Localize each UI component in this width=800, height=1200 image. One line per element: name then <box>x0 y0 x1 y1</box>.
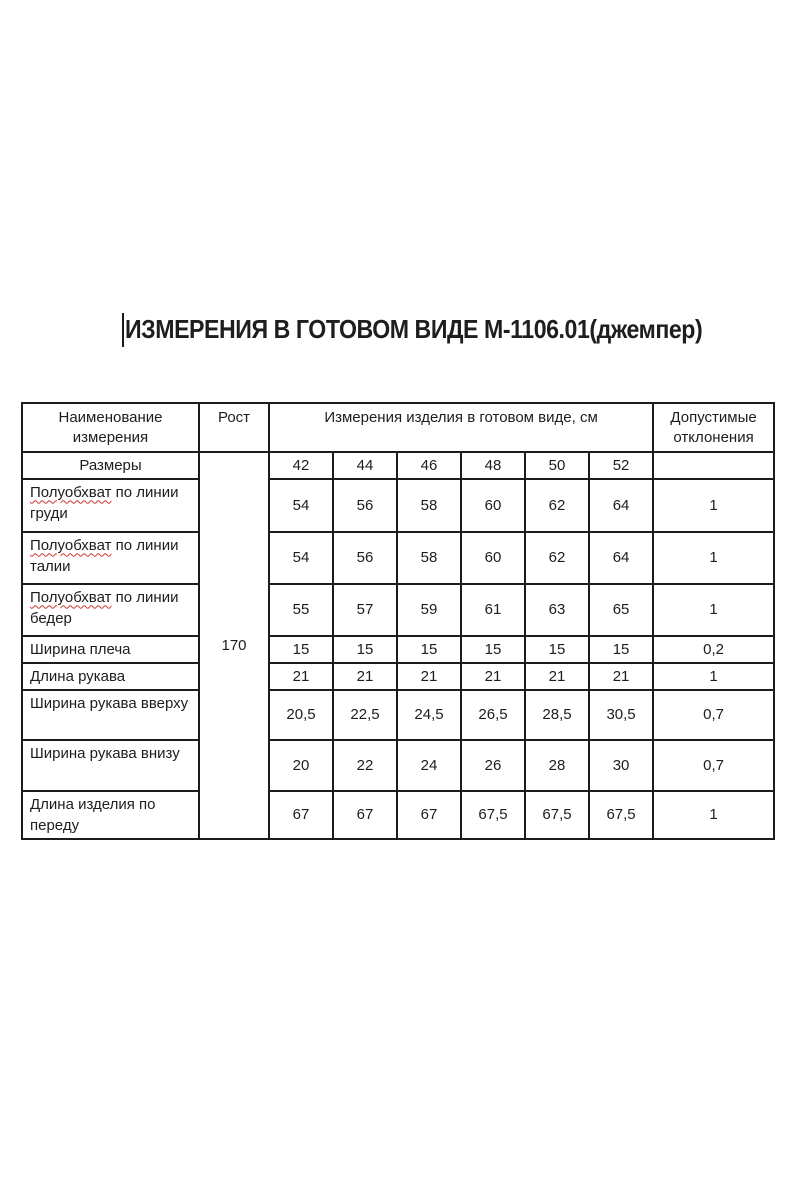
value-cell: 21 <box>333 663 397 690</box>
value-cell: 26 <box>461 740 525 791</box>
value-cell: 22 <box>333 740 397 791</box>
value-cell: 57 <box>333 584 397 636</box>
measurement-row <box>22 690 774 740</box>
spellcheck-word: Полуобхват <box>30 536 112 554</box>
value-cell: 24,5 <box>397 690 461 740</box>
value-cell: 30,5 <box>589 690 653 740</box>
value-cell: 20 <box>269 740 333 791</box>
deviation-cell: 0,7 <box>653 740 774 791</box>
header-deviation: Допустимые отклонения <box>653 403 774 452</box>
header-measurement-name: Наименование измерения <box>22 403 199 452</box>
measurement-row <box>22 663 774 690</box>
value-cell: 54 <box>269 532 333 584</box>
deviation-cell: 1 <box>653 791 774 839</box>
value-cell: 64 <box>589 479 653 532</box>
deviation-cell: 1 <box>653 584 774 636</box>
value-cell: 62 <box>525 479 589 532</box>
value-cell: 61 <box>461 584 525 636</box>
measurement-label-rest: по линии груди <box>30 483 179 522</box>
value-cell: 63 <box>525 584 589 636</box>
value-cell: 67,5 <box>589 791 653 839</box>
sizes-row-label: Размеры <box>22 452 199 479</box>
value-cell: 62 <box>525 532 589 584</box>
value-cell: 30 <box>589 740 653 791</box>
value-cell: 54 <box>269 479 333 532</box>
deviation-cell <box>653 452 774 479</box>
value-cell: 56 <box>333 479 397 532</box>
page-title: ИЗМЕРЕНИЯ В ГОТОВОМ ВИДЕ М-1106.01(джемпер) <box>125 314 703 344</box>
measurement-row <box>22 584 774 636</box>
value-cell: 21 <box>397 663 461 690</box>
header-height: Рост <box>199 403 269 452</box>
value-cell: 58 <box>397 479 461 532</box>
measurement-label-cell: Ширина рукава вверху <box>22 690 199 740</box>
value-cell: 21 <box>269 663 333 690</box>
value-cell: 15 <box>589 636 653 663</box>
value-cell: 55 <box>269 584 333 636</box>
value-cell: 59 <box>397 584 461 636</box>
measurement-row <box>22 532 774 584</box>
measurement-label-cell <box>22 532 199 584</box>
size-cell: 48 <box>461 452 525 479</box>
document-title-row <box>122 312 774 347</box>
value-cell: 67,5 <box>525 791 589 839</box>
value-cell: 28 <box>525 740 589 791</box>
value-cell: 67 <box>333 791 397 839</box>
measurement-row <box>22 740 774 791</box>
measurement-row <box>22 479 774 532</box>
value-cell: 64 <box>589 532 653 584</box>
value-cell: 67 <box>269 791 333 839</box>
spellcheck-word: Полуобхват <box>30 483 112 501</box>
value-cell: 15 <box>525 636 589 663</box>
value-cell: 56 <box>333 532 397 584</box>
sizes-row <box>22 452 774 479</box>
value-cell: 21 <box>525 663 589 690</box>
size-cell: 50 <box>525 452 589 479</box>
value-cell: 60 <box>461 479 525 532</box>
measurement-row <box>22 791 774 839</box>
value-cell: 67,5 <box>461 791 525 839</box>
value-cell: 21 <box>589 663 653 690</box>
measurement-label-cell: Длина изделия по переду <box>22 791 199 839</box>
measurement-label-rest: по линии талии <box>30 536 179 575</box>
value-cell: 26,5 <box>461 690 525 740</box>
value-cell: 15 <box>269 636 333 663</box>
value-cell: 21 <box>461 663 525 690</box>
deviation-cell: 1 <box>653 663 774 690</box>
header-measurements-cm: Измерения изделия в готовом виде, см <box>269 403 653 452</box>
measurements-table <box>21 402 775 840</box>
spellcheck-word: Полуобхват <box>30 588 112 606</box>
measurement-label-rest: по линии бедер <box>30 588 179 627</box>
value-cell: 58 <box>397 532 461 584</box>
deviation-cell: 1 <box>653 479 774 532</box>
deviation-cell: 0,7 <box>653 690 774 740</box>
size-cell: 42 <box>269 452 333 479</box>
value-cell: 67 <box>397 791 461 839</box>
size-cell: 52 <box>589 452 653 479</box>
value-cell: 65 <box>589 584 653 636</box>
value-cell: 15 <box>461 636 525 663</box>
measurement-label-cell: Ширина рукава внизу <box>22 740 199 791</box>
size-cell: 46 <box>397 452 461 479</box>
height-value-cell: 170 <box>199 452 269 839</box>
measurement-label-cell: Длина рукава <box>22 663 199 690</box>
deviation-cell: 1 <box>653 532 774 584</box>
measurement-row <box>22 636 774 663</box>
value-cell: 28,5 <box>525 690 589 740</box>
table-header-row <box>22 403 774 452</box>
measurement-label-cell <box>22 584 199 636</box>
measurement-label-cell: Ширина плеча <box>22 636 199 663</box>
size-cell: 44 <box>333 452 397 479</box>
deviation-cell: 0,2 <box>653 636 774 663</box>
measurement-label-cell <box>22 479 199 532</box>
measurements-table-wrap <box>21 402 775 840</box>
value-cell: 15 <box>397 636 461 663</box>
text-cursor <box>122 313 124 347</box>
value-cell: 20,5 <box>269 690 333 740</box>
measurements-tbody <box>22 452 774 839</box>
value-cell: 60 <box>461 532 525 584</box>
value-cell: 22,5 <box>333 690 397 740</box>
value-cell: 24 <box>397 740 461 791</box>
value-cell: 15 <box>333 636 397 663</box>
